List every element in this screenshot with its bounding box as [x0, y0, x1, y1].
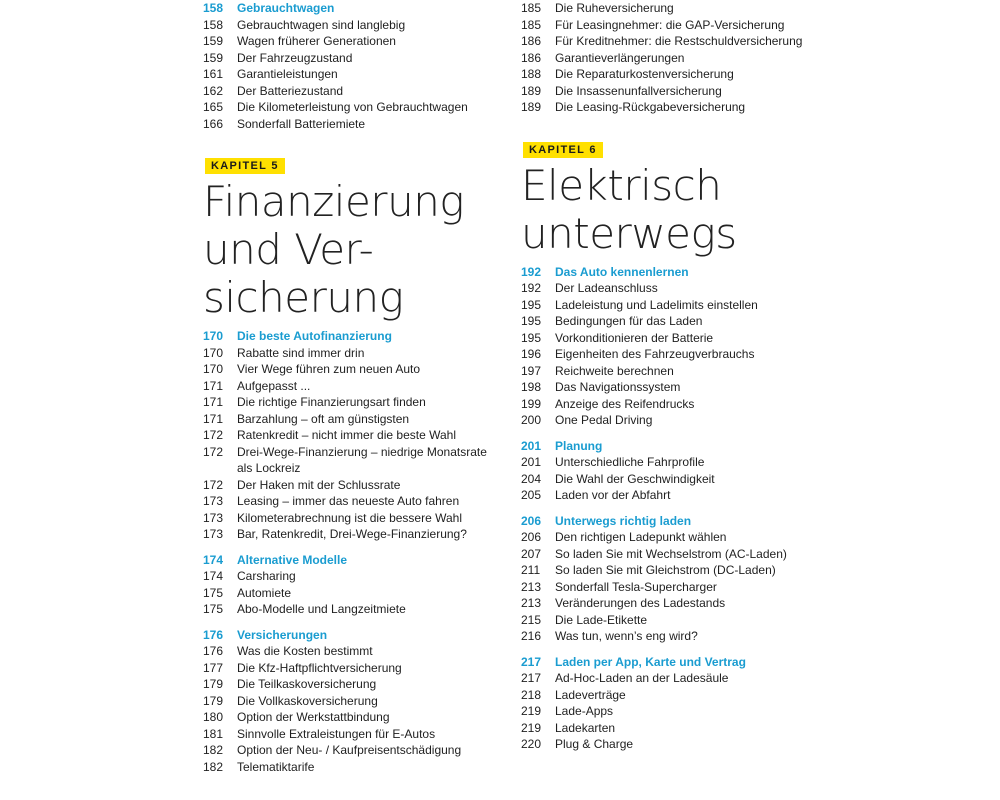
- entry-title: Laden vor der Abfahrt: [555, 488, 671, 502]
- entry-page-number: 159: [203, 34, 224, 48]
- entry-title: Was die Kosten bestimmt: [237, 644, 373, 658]
- section-title: Versicherungen: [237, 627, 328, 642]
- section-title: Planung: [555, 438, 603, 453]
- entry-title: Den richtigen Ladepunkt wählen: [555, 530, 727, 544]
- entry-page-number: 218: [521, 687, 542, 702]
- toc-entry: [521, 454, 851, 471]
- entry-title: Die Kfz-Haftpflichtversicherung: [237, 660, 402, 675]
- entry-page-number: 161: [203, 67, 224, 81]
- entry-title: Aufgepasst ...: [237, 378, 311, 393]
- toc-entry: [521, 363, 851, 380]
- toc-entry: [521, 487, 851, 504]
- toc-entry: [203, 427, 533, 444]
- toc-entry: [203, 643, 533, 660]
- toc-entry: [521, 687, 851, 704]
- section-page-number: 201: [521, 438, 542, 453]
- section-title: Unterwegs richtig laden: [555, 513, 692, 528]
- entry-title: Vorkonditionieren der Batterie: [555, 330, 714, 345]
- toc-entry: [521, 313, 851, 330]
- entry-page-number: 188: [521, 67, 542, 81]
- entry-title: Lade-Apps: [555, 704, 614, 718]
- entry-title: Die Vollkaskoversicherung: [237, 693, 378, 708]
- entry-page-number: 179: [203, 693, 224, 708]
- section-page-number: 176: [203, 627, 224, 642]
- entry-title: Die Teilkaskoversicherung: [237, 677, 377, 691]
- entry-page-number: 213: [521, 579, 542, 594]
- toc-entry: [203, 99, 533, 116]
- section-page-number: 206: [521, 513, 542, 528]
- entry-title: Gebrauchtwagen sind langlebig: [237, 17, 406, 32]
- entry-page-number: 186: [521, 34, 542, 48]
- chapter-title: Elektrisch unterwegs: [521, 160, 737, 258]
- entry-page-number: 172: [203, 444, 224, 459]
- toc-entry: [521, 297, 851, 314]
- entry-title: Unterschiedliche Fahrprofile: [555, 455, 705, 469]
- entry-page-number: 204: [521, 471, 542, 486]
- toc-entry: [203, 116, 533, 133]
- entry-page-number: 173: [203, 494, 224, 508]
- toc-entry: [203, 17, 533, 34]
- entry-title: Plug & Charge: [555, 737, 634, 751]
- toc-entry: [203, 66, 533, 83]
- entry-title: Die Ruheversicherung: [555, 1, 674, 15]
- sections: [203, 328, 533, 775]
- entry-page-number: 198: [521, 380, 542, 394]
- entry-title: Carsharing: [237, 569, 296, 583]
- entry-page-number: 200: [521, 413, 542, 427]
- entry-title: Leasing – immer das neueste Auto fahren: [237, 494, 460, 508]
- entry-title: Der Ladeanschluss: [555, 281, 658, 295]
- entry-title: One Pedal Driving: [555, 413, 653, 427]
- toc-entry: [521, 66, 851, 83]
- entry-page-number: 171: [203, 411, 224, 426]
- entry-title: als Lockreiz: [237, 461, 301, 475]
- entry-page-number: 172: [203, 428, 224, 442]
- entry-page-number: 189: [521, 100, 542, 114]
- section-title: Laden per App, Karte und Vertrag: [555, 654, 746, 669]
- toc-entry: [521, 412, 851, 429]
- entry-title: Garantieverlängerungen: [555, 50, 685, 65]
- entry-title: Veränderungen des Ladestands: [555, 596, 726, 610]
- entry-page-number: 199: [521, 396, 542, 411]
- entry-title: So laden Sie mit Wechselstrom (AC-Laden): [555, 546, 787, 561]
- toc-entry: [203, 361, 533, 378]
- entry-title: Die richtige Finanzierungsart finden: [237, 395, 426, 409]
- entry-page-number: 170: [203, 362, 224, 376]
- toc-entry: [203, 759, 533, 776]
- top-sections: [521, 0, 851, 116]
- entry-page-number: 171: [203, 395, 224, 409]
- toc-entry: [521, 562, 851, 579]
- entry-page-number: 216: [521, 629, 542, 643]
- entry-title: Der Fahrzeugzustand: [237, 50, 353, 65]
- toc-entry: [203, 568, 533, 585]
- entry-title: Abo-Modelle und Langzeitmiete: [237, 602, 406, 616]
- toc-entry: [521, 33, 851, 50]
- toc-entry: [203, 601, 533, 618]
- toc-entry: [203, 50, 533, 67]
- section-page-number: 158: [203, 1, 224, 15]
- toc-section: [521, 438, 851, 504]
- toc-section: [203, 627, 533, 776]
- entry-title: Rabatte sind immer drin: [237, 345, 365, 360]
- entry-page-number: 219: [521, 720, 542, 735]
- entry-title: Der Batteriezustand: [237, 83, 344, 98]
- toc-entry: [521, 99, 851, 116]
- section-title: Die beste Autofinanzierung: [237, 329, 392, 343]
- entry-title: Eigenheiten des Fahrzeugverbrauchs: [555, 347, 755, 361]
- section-heading: [521, 264, 851, 281]
- entry-page-number: 170: [203, 345, 224, 360]
- chapter-label: KAPITEL 6: [523, 142, 603, 158]
- chapter-label: KAPITEL 5: [205, 158, 285, 174]
- toc-section: [203, 0, 533, 132]
- entry-title: Die Kilometerleistung von Gebrauchtwagen: [237, 100, 468, 114]
- entry-title: Ad-Hoc-Laden an der Ladesäule: [555, 671, 729, 685]
- entry-title: Option der Neu- / Kaufpreisentschädigung: [237, 743, 462, 757]
- section-heading: [521, 438, 851, 455]
- toc-section: [203, 552, 533, 618]
- toc-entry: [521, 703, 851, 720]
- toc-entry: [521, 17, 851, 34]
- section-heading: [203, 552, 533, 569]
- entry-title: Drei-Wege-Finanzierung – niedrige Monatsrate: [237, 444, 487, 459]
- toc-entry: [521, 628, 851, 645]
- entry-page-number: 166: [203, 116, 224, 131]
- entry-title: So laden Sie mit Gleichstrom (DC-Laden): [555, 563, 776, 577]
- toc-entry: [203, 526, 533, 543]
- entry-title: Ratenkredit – nicht immer die beste Wahl: [237, 428, 456, 442]
- entry-page-number: 201: [521, 455, 542, 469]
- section-page-number: 192: [521, 264, 542, 279]
- toc-entry: [203, 709, 533, 726]
- toc-entry: [521, 529, 851, 546]
- toc-entry: [521, 720, 851, 737]
- entry-page-number: 158: [203, 17, 224, 32]
- entry-page-number: 174: [203, 569, 224, 583]
- toc-entry: [203, 378, 533, 395]
- toc-entry: [521, 280, 851, 297]
- section-page-number: 217: [521, 654, 542, 669]
- sections: [521, 264, 851, 753]
- entry-page-number: 176: [203, 644, 224, 658]
- toc-entry: [521, 83, 851, 100]
- entry-page-number: 195: [521, 314, 542, 328]
- entry-page-number: 179: [203, 677, 224, 691]
- entry-page-number: 195: [521, 297, 542, 312]
- section-heading: [203, 627, 533, 644]
- entry-page-number: 185: [521, 1, 542, 15]
- toc-entry: [203, 345, 533, 362]
- entry-page-number: 171: [203, 378, 224, 393]
- toc-entry: [203, 660, 533, 677]
- entry-page-number: 182: [203, 759, 224, 774]
- toc-entry: [521, 379, 851, 396]
- entry-page-number: 173: [203, 527, 224, 541]
- toc-entry: [521, 50, 851, 67]
- entry-title: Die Lade-Etikette: [555, 612, 648, 627]
- entry-page-number: 172: [203, 477, 224, 492]
- entry-title: Ladeverträge: [555, 687, 626, 702]
- toc-entry: [203, 585, 533, 602]
- entry-title: Garantieleistungen: [237, 67, 338, 81]
- toc-entry: [521, 346, 851, 363]
- toc-entry: [521, 612, 851, 629]
- entry-page-number: 192: [521, 281, 542, 295]
- toc-entry: [203, 493, 533, 510]
- entry-page-number: 186: [521, 50, 542, 65]
- toc-entry: [521, 736, 851, 753]
- chapter-title: Finanzierung und Ver- sicherung: [203, 177, 465, 322]
- entry-title: Bar, Ratenkredit, Drei-Wege-Finanzierung?: [237, 527, 467, 541]
- section-page-number: 170: [203, 329, 224, 343]
- section-heading: [521, 513, 851, 530]
- chapter-block: [203, 156, 533, 322]
- toc-entry: [203, 726, 533, 743]
- toc-entry: [203, 742, 533, 759]
- toc-entry: [203, 510, 533, 527]
- toc-entry: [203, 477, 533, 494]
- entry-title: Der Haken mit der Schlussrate: [237, 477, 401, 492]
- entry-title: Für Leasingnehmer: die GAP-Versicherung: [555, 17, 785, 32]
- entry-page-number: 165: [203, 100, 224, 114]
- toc-section: [521, 654, 851, 753]
- entry-page-number: 213: [521, 596, 542, 610]
- entry-title: Die Insassenunfallversicherung: [555, 83, 722, 98]
- toc-entry: [521, 330, 851, 347]
- entry-page-number: 162: [203, 83, 224, 98]
- entry-title: Sonderfall Tesla-Supercharger: [555, 579, 717, 594]
- entry-page-number: 182: [203, 743, 224, 757]
- entry-page-number: 217: [521, 671, 542, 685]
- section-heading: [203, 328, 533, 345]
- toc-section: [521, 513, 851, 645]
- section-heading: [203, 0, 533, 17]
- entry-page-number: 196: [521, 347, 542, 361]
- toc-entry: [521, 670, 851, 687]
- toc-column-left: [203, 0, 533, 775]
- entry-title: Wagen früherer Generationen: [237, 34, 396, 48]
- toc-entry: [521, 471, 851, 488]
- toc-entry: [521, 579, 851, 596]
- entry-title: Sinnvolle Extraleistungen für E-Autos: [237, 726, 436, 741]
- entry-title: Option der Werkstattbindung: [237, 710, 390, 724]
- entry-page-number: 195: [521, 330, 542, 345]
- toc-entry: [521, 546, 851, 563]
- toc-entry: [203, 444, 533, 461]
- section-title: Das Auto kennenlernen: [555, 264, 689, 279]
- entry-title: Barzahlung – oft am günstigsten: [237, 411, 410, 426]
- entry-title: Das Navigationssystem: [555, 380, 681, 394]
- entry-title: Kilometerabrechnung ist die bessere Wahl: [237, 510, 463, 525]
- toc-entry: [203, 460, 533, 477]
- entry-page-number: 175: [203, 602, 224, 616]
- entry-title: Sonderfall Batteriemiete: [237, 116, 366, 131]
- entry-page-number: 189: [521, 83, 542, 98]
- toc-entry: [521, 0, 851, 17]
- entry-title: Reichweite berechnen: [555, 363, 674, 378]
- toc-entry: [521, 396, 851, 413]
- toc-section: [521, 264, 851, 429]
- entry-page-number: 205: [521, 488, 542, 502]
- toc-entry: [203, 394, 533, 411]
- toc-entry: [203, 676, 533, 693]
- entry-page-number: 175: [203, 585, 224, 600]
- chapter-block: [521, 140, 851, 258]
- entry-title: Anzeige des Reifendrucks: [555, 396, 695, 411]
- entry-page-number: 185: [521, 17, 542, 32]
- toc-column-right: [521, 0, 851, 753]
- toc-entry: [203, 33, 533, 50]
- entry-page-number: 220: [521, 737, 542, 751]
- entry-page-number: 219: [521, 704, 542, 718]
- toc-entry: [203, 411, 533, 428]
- section-title: Gebrauchtwagen: [237, 1, 335, 15]
- section-heading: [521, 654, 851, 671]
- entry-page-number: 206: [521, 530, 542, 544]
- entry-page-number: 180: [203, 710, 224, 724]
- toc-entry: [203, 693, 533, 710]
- toc-entry: [203, 83, 533, 100]
- entry-page-number: 173: [203, 510, 224, 525]
- top-sections: [203, 0, 533, 132]
- section-title: Alternative Modelle: [237, 552, 348, 567]
- entry-page-number: 211: [521, 563, 541, 577]
- entry-page-number: 159: [203, 50, 224, 65]
- entry-title: Ladeleistung und Ladelimits einstellen: [555, 297, 758, 312]
- entry-title: Für Kreditnehmer: die Restschuldversicherung: [555, 34, 803, 48]
- entry-page-number: 197: [521, 363, 542, 378]
- toc-section: [521, 0, 851, 116]
- entry-title: Was tun, wenn’s eng wird?: [555, 629, 698, 643]
- toc-section: [203, 328, 533, 543]
- entry-title: Vier Wege führen zum neuen Auto: [237, 362, 421, 376]
- entry-page-number: 181: [203, 726, 224, 741]
- entry-page-number: 207: [521, 546, 542, 561]
- entry-title: Die Reparaturkostenversicherung: [555, 67, 734, 81]
- entry-title: Die Leasing-Rückgabeversicherung: [555, 100, 746, 114]
- toc-entry: [521, 595, 851, 612]
- entry-page-number: 215: [521, 612, 542, 627]
- entry-title: Automiete: [237, 585, 292, 600]
- entry-title: Die Wahl der Geschwindigkeit: [555, 471, 715, 486]
- entry-title: Bedingungen für das Laden: [555, 314, 703, 328]
- entry-title: Ladekarten: [555, 720, 616, 735]
- section-page-number: 174: [203, 552, 224, 567]
- entry-page-number: 177: [203, 660, 224, 675]
- entry-title: Telematiktarife: [237, 759, 315, 774]
